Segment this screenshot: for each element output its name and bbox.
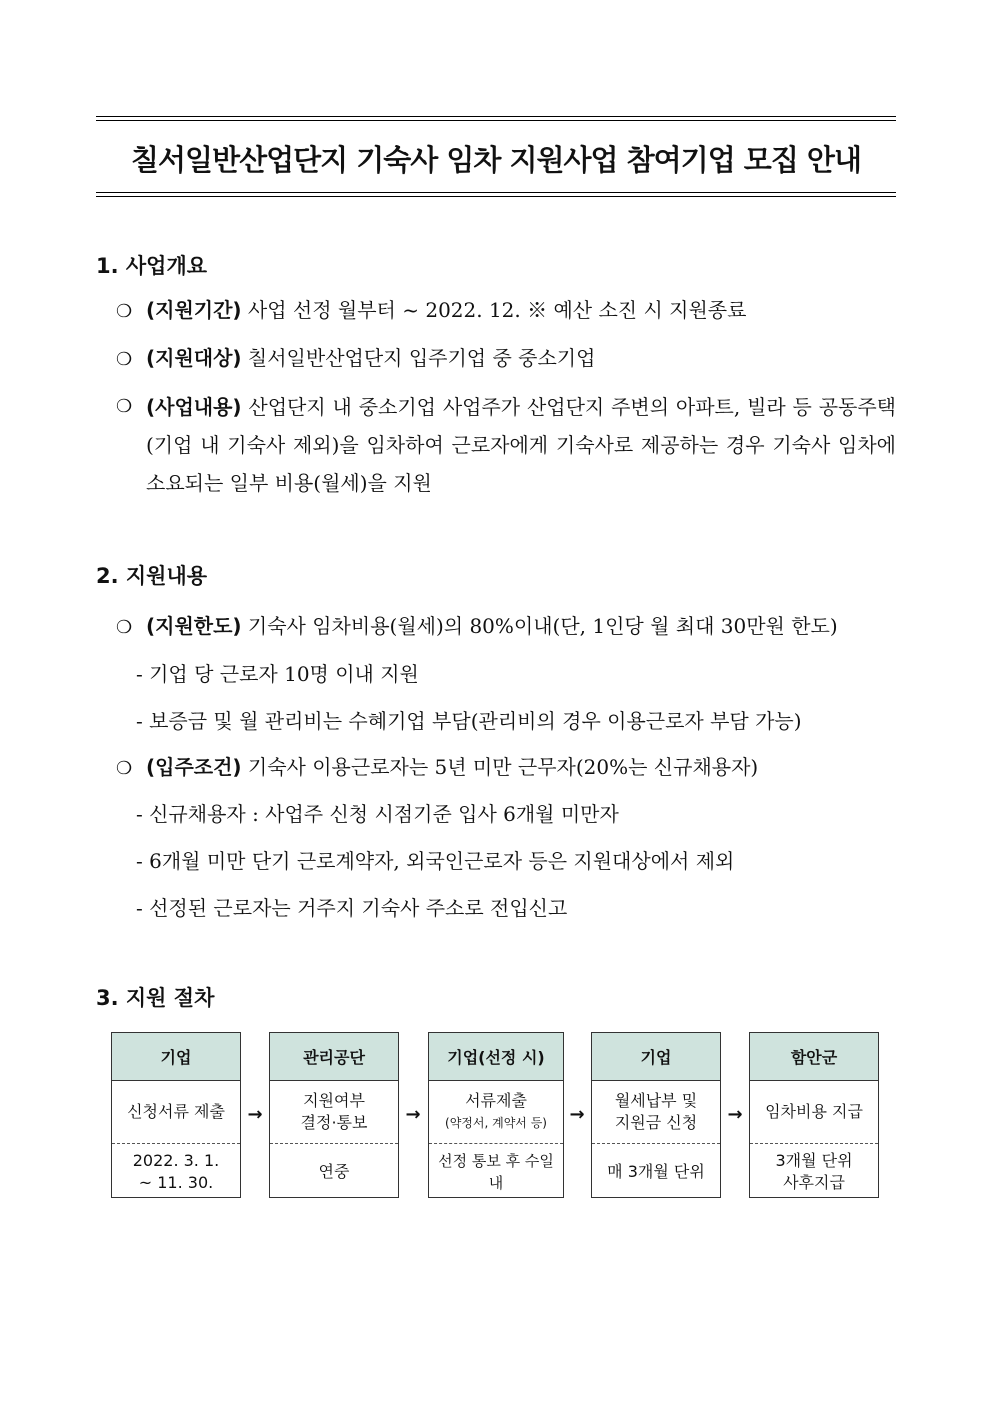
step-action-line: 결정·통보 bbox=[300, 1113, 368, 1132]
bullet-label: (사업내용) bbox=[146, 395, 242, 419]
step-action bbox=[429, 1081, 563, 1144]
bullet-residence-condition bbox=[116, 749, 896, 787]
bullet-project-content bbox=[116, 388, 896, 502]
step-head: 기업(선정 시) bbox=[429, 1033, 563, 1081]
flow-step-5 bbox=[749, 1032, 879, 1198]
top-rule bbox=[96, 116, 896, 117]
circle-bullet-icon: ❍ bbox=[116, 301, 133, 322]
bullet-text: 기숙사 임차비용(월세)의 80%이내(단, 1인당 월 최대 30만원 한도) bbox=[241, 614, 838, 638]
step-timing: 선정 통보 후 수일 내 bbox=[438, 1151, 554, 1192]
flow-step-3 bbox=[428, 1032, 564, 1198]
bottom-rule-2 bbox=[96, 196, 896, 197]
circle-bullet-icon: ❍ bbox=[116, 396, 133, 417]
bullet-support-limit bbox=[116, 608, 896, 646]
title-block bbox=[96, 116, 896, 198]
step-action-note: (약정서, 계약서 등) bbox=[445, 1116, 547, 1130]
bottom-rule bbox=[96, 192, 896, 193]
bullet-support-target bbox=[116, 340, 896, 378]
step-timing bbox=[750, 1144, 878, 1199]
step-timing-line: 사후지급 bbox=[783, 1172, 845, 1192]
flow-step-1 bbox=[111, 1032, 241, 1198]
step-timing-line: ~ 11. 30. bbox=[138, 1172, 214, 1192]
bullet-text: 칠서일반산업단지 입주기업 중 중소기업 bbox=[241, 346, 596, 370]
step-action-line: 지원여부 bbox=[303, 1091, 365, 1110]
step-action: 신청서류 제출 bbox=[112, 1081, 240, 1144]
step-action bbox=[592, 1081, 720, 1144]
bullet-label: (지원한도) bbox=[146, 614, 242, 638]
circle-bullet-icon: ❍ bbox=[116, 349, 133, 370]
section-heading-support: 2. 지원내용 bbox=[96, 564, 208, 588]
circle-bullet-icon: ❍ bbox=[116, 758, 133, 779]
right-arrow-icon: → bbox=[569, 1104, 585, 1125]
flow-step-4 bbox=[591, 1032, 721, 1198]
step-action-line: 지원금 신청 bbox=[614, 1113, 698, 1132]
right-arrow-icon: → bbox=[405, 1104, 421, 1125]
step-head: 기업 bbox=[592, 1033, 720, 1081]
step-head: 함안군 bbox=[750, 1033, 878, 1081]
circle-bullet-icon: ❍ bbox=[116, 617, 133, 638]
dash-item: - 6개월 미만 단기 근로계약자, 외국인근로자 등은 지원대상에서 제외 bbox=[136, 849, 735, 873]
flow-step-2 bbox=[269, 1032, 399, 1198]
step-action-line: 월세납부 및 bbox=[614, 1091, 698, 1110]
dash-item: - 선정된 근로자는 거주지 기숙사 주소로 전입신고 bbox=[136, 896, 568, 920]
right-arrow-icon: → bbox=[727, 1104, 743, 1125]
step-timing: 매 3개월 단위 bbox=[607, 1161, 705, 1181]
dash-item: - 보증금 및 월 관리비는 수혜기업 부담(관리비의 경우 이용근로자 부담 가능) bbox=[136, 709, 802, 733]
step-action bbox=[270, 1081, 398, 1144]
step-timing-line: 2022. 3. 1. bbox=[132, 1150, 220, 1170]
right-arrow-icon: → bbox=[247, 1104, 263, 1125]
bullet-text: 사업 선정 월부터 ~ 2022. 12. ※ 예산 소진 시 지원종료 bbox=[241, 298, 747, 322]
step-head: 기업 bbox=[112, 1033, 240, 1081]
dash-item: - 신규채용자 : 사업주 신청 시점기준 입사 6개월 미만자 bbox=[136, 802, 619, 826]
procedure-flow bbox=[111, 1032, 881, 1202]
bullet-label: (지원대상) bbox=[146, 346, 242, 370]
step-action: 임차비용 지급 bbox=[750, 1081, 878, 1144]
page-title: 칠서일반산업단지 기숙사 임차 지원사업 참여기업 모집 안내 bbox=[131, 143, 861, 177]
step-action-line: 서류제출 bbox=[465, 1091, 527, 1110]
step-timing: 연중 bbox=[318, 1161, 350, 1181]
step-timing bbox=[112, 1144, 240, 1199]
bullet-support-period bbox=[116, 292, 896, 330]
section-heading-overview: 1. 사업개요 bbox=[96, 254, 208, 278]
bullet-text: 기숙사 이용근로자는 5년 미만 근무자(20%는 신규채용자) bbox=[241, 755, 759, 779]
bullet-label: (지원기간) bbox=[146, 298, 242, 322]
bullet-text: 산업단지 내 중소기업 사업주가 산업단지 주변의 아파트, 빌라 등 공동주택(기업 내 기숙사 제외)을 임차하여 근로자에게 기숙사로 제공하는 경우 기숙사 임차에 소요되는 일부 비용(월세)을 지원 bbox=[146, 395, 896, 495]
section-heading-procedure: 3. 지원 절차 bbox=[96, 986, 215, 1010]
dash-item: - 기업 당 근로자 10명 이내 지원 bbox=[136, 662, 419, 686]
top-rule-2 bbox=[96, 120, 896, 121]
step-timing-line: 3개월 단위 bbox=[775, 1150, 853, 1170]
bullet-label: (입주조건) bbox=[146, 755, 242, 779]
step-head: 관리공단 bbox=[270, 1033, 398, 1081]
